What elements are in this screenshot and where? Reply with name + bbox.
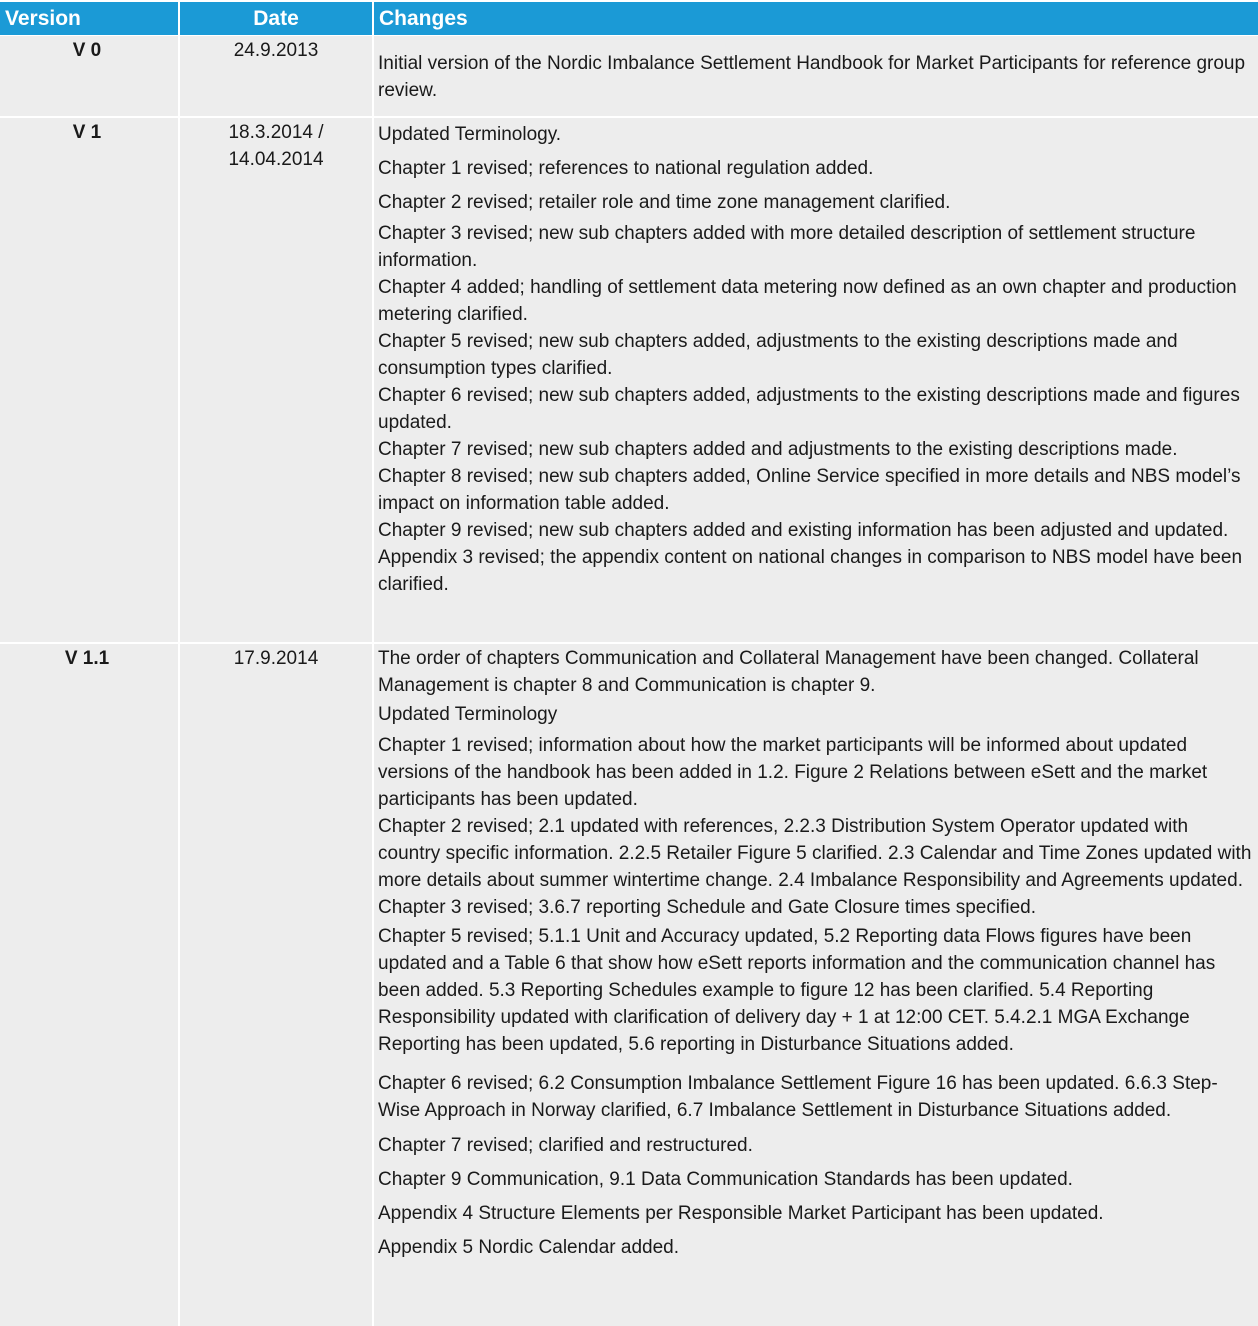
change-item: Appendix 3 revised; the appendix content on national changes in comparison to NBS model have been clarified. [378,547,1243,595]
change-item: Chapter 1 revised; references to national regulation added. [378,158,874,179]
change-item: Appendix 4 Structure Elements per Responsible Market Participant has been updated. [378,1203,1104,1224]
change-item: Chapter 3 revised; new sub chapters added with more detailed description of settlement structure information. [378,223,1196,271]
change-item: Chapter 6 revised; new sub chapters added, adjustments to the existing descriptions made and figures updated. [378,385,1240,433]
change-item: Chapter 7 revised; new sub chapters added and adjustments to the existing descriptions made. [378,439,1178,460]
header-version: Version [0,2,178,35]
header-date: Date [180,2,372,35]
table-row [0,118,1258,642]
date-line: 17.9.2014 [233,648,319,669]
change-item: Updated Terminology. [378,124,562,145]
date-cell [180,644,372,1326]
change-item: Chapter 6 revised; 6.2 Consumption Imbalance Settlement Figure 16 has been updated. 6.6.3 Step-Wise Approach in Norway clarified, 6.7 Imbalance Settlement in Disturbance Situations added. [378,1073,1218,1121]
change-item: Chapter 4 added; handling of settlement data metering now defined as an own chapter and production metering clarified. [378,277,1237,325]
date-line: 14.04.2014 [228,149,324,170]
change-item: Initial version of the Nordic Imbalance Settlement Handbook for Market Participants for reference group review. [378,53,1246,101]
date-cell [180,36,372,116]
version-cell: V 1.1 [0,644,178,1326]
change-item: Chapter 2 revised; retailer role and time zone management clarified. [378,192,951,213]
date-line: 24.9.2013 [233,40,319,61]
change-item: Chapter 1 revised; information about how the market participants will be informed about updated versions of the handbook has been added in 1.2. Figure 2 Relations between eSett and the market participants has been updated. [378,735,1208,810]
change-item: Chapter 9 revised; new sub chapters added and existing information has been adjusted and updated. [378,520,1229,541]
changes-cell [374,118,1258,642]
change-item: The order of chapters Communication and Collateral Management have been changed. Collateral Management is chapter 8 and Communication is chapter 9. [378,648,1199,696]
table-header [0,0,1258,36]
change-item: Chapter 2 revised; 2.1 updated with references, 2.2.3 Distribution System Operator updated with country specific information. 2.2.5 Retailer Figure 5 clarified. 2.3 Calendar and Time Zones updated with more details about summer wintertime change. 2.4 Imbalance Responsibility and Agreements updated. [378,816,1252,891]
changes-cell [374,36,1258,116]
date-cell [180,118,372,642]
header-changes: Changes [374,2,1258,35]
change-item: Chapter 5 revised; 5.1.1 Unit and Accuracy updated, 5.2 Reporting data Flows figures have been updated and a Table 6 that show how eSett reports information and the communication channel has been added. 5.3 Reporting Schedules example to figure 12 has been clarified. 5.4 Reporting Responsibility updated with clarification of delivery day + 1 at 12:00 CET. 5.4.2.1 MGA Exchange Reporting has been updated, 5.6 reporting in Disturbance Situations added. [378,926,1216,1055]
change-item: Updated Terminology [378,704,558,725]
change-item: Chapter 9 Communication, 9.1 Data Communication Standards has been updated. [378,1169,1073,1190]
changes-cell [374,644,1258,1326]
change-item: Chapter 7 revised; clarified and restructured. [378,1135,753,1156]
change-item: Chapter 5 revised; new sub chapters added, adjustments to the existing descriptions made and consumption types clarified. [378,331,1178,379]
change-item: Appendix 5 Nordic Calendar added. [378,1237,680,1258]
change-item: Chapter 3 revised; 3.6.7 reporting Schedule and Gate Closure times specified. [378,897,1036,918]
date-line: 18.3.2014 / [228,122,324,143]
table-row [0,36,1258,116]
version-cell: V 1 [0,118,178,642]
change-item: Chapter 8 revised; new sub chapters added, Online Service specified in more details and NBS model’s impact on information table added. [378,466,1241,514]
version-cell: V 0 [0,36,178,116]
table-row [0,644,1258,1326]
